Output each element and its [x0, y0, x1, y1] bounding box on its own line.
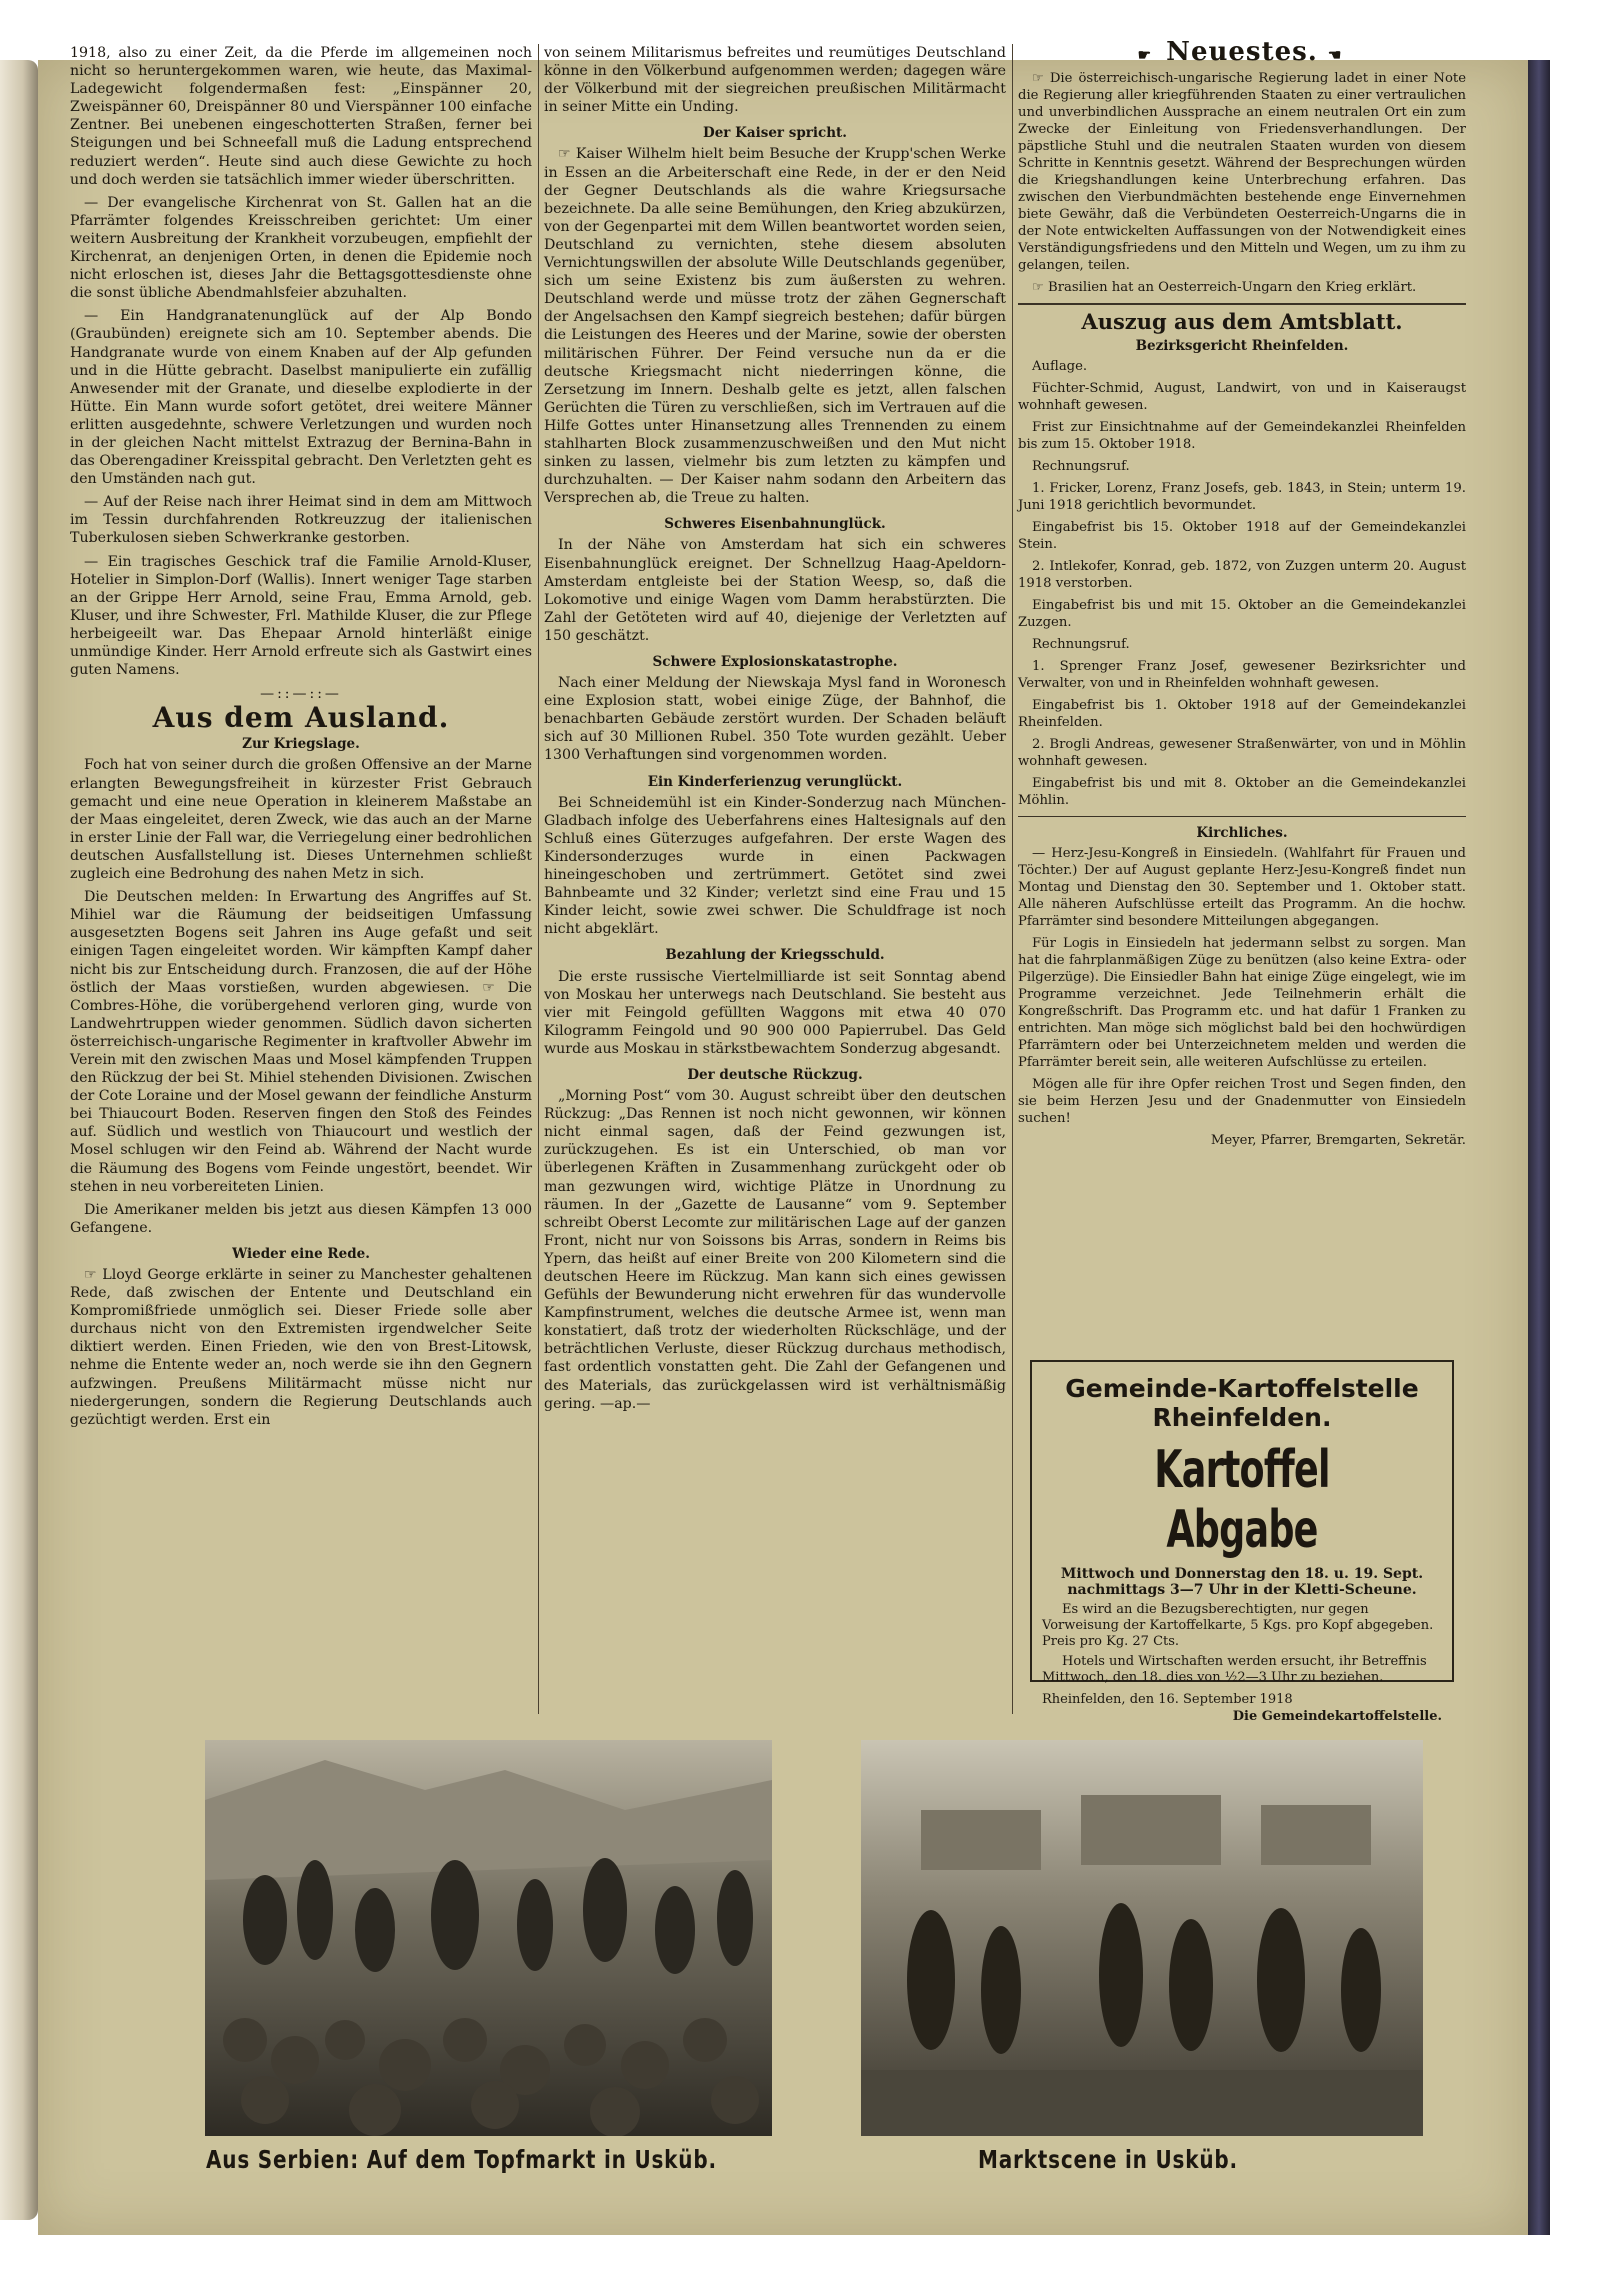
article-paragraph: Die Amerikaner melden bis jetzt aus diesen Kämpfen 13 000 Gefangene.	[70, 1201, 532, 1236]
book-left-edge	[0, 60, 38, 2220]
photo-caption-right: Marktscene in Usküb.	[978, 2145, 1238, 2174]
article-paragraph: Bei Schneidemühl ist ein Kinder-Sonderzug nach München-Gladbach infolge des Ueberfahrens eines Haltesignals auf den Schluß eines Güterzuges aufgefahren. Der erste Wagen des Kindersonderzuges wurde in einen Packwagen hineingeschoben und zertrümmert. Getötet sind zwei Bahnbeamte und 32 Kinder; verletzt sind eine Frau und 15 Kinder leicht, sowie zwei schwer. Die Schuldfrage ist noch nicht abgeklärt.	[544, 794, 1006, 938]
ad-title: Kartoffel Abgabe	[1154, 1440, 1330, 1560]
article-paragraph: — Auf der Reise nach ihrer Heimat sind in dem am Mittwoch im Tessin durchfahrenden Rotkreuzzug der italienischen Tuberkulosen sieben Schwerkranke gestorben.	[70, 494, 532, 547]
notice-line: 2. Intlekofer, Konrad, geb. 1872, von Zuzgen unterm 20. August 1918 verstorben.	[1018, 559, 1466, 591]
neuestes-title: Neuestes.	[1166, 37, 1318, 67]
pointing-hand-icon: ☚	[1327, 46, 1343, 64]
subheading: Zur Kriegslage.	[242, 736, 360, 753]
ad-text: Hotels und Wirtschaften werden ersucht, ihr Betreffnis Mittwoch, den 18. dies von ½2—3 Uhr zu beziehen.	[1042, 1654, 1427, 1685]
column-1	[70, 44, 532, 1434]
article-paragraph: Die erste russische Viertelmilliarde ist seit Sonntag abend von Moskau her unterwegs nach Deutschland. Sie besteht aus vier mit Feingold gefüllten Waggons mit etwa 40 070 Kilogramm Feingold und 90 900 000 Papierrubel. Das Geld wurde aus Moskau in stärkstbewachtem Sonderzug abgesandt.	[544, 968, 1006, 1057]
notice-line: Frist zur Einsichtnahme auf der Gemeindekanzlei Rheinfelden bis zum 15. Oktober 1918.	[1018, 420, 1466, 452]
article-paragraph: — Herz-Jesu-Kongreß in Einsiedeln. (Wahlfahrt für Frauen und Töchter.) Der auf August geplante Herz-Jesu-Kongreß findet nun Montag und Dienstag den 30. September und 1. Oktober statt. Alle näheren Aufschlüsse erteilt das Programm. An die hochw. Pfarrämter sind besondere Mitteilungen abgegangen.	[1018, 846, 1466, 929]
notice-line: 2. Brogli Andreas, gewesener Straßenwärter, von und in Möhlin wohnhaft gewesen.	[1018, 737, 1466, 769]
article-paragraph: — Ein Handgranatenunglück auf der Alp Bondo (Graubünden) ereignete sich am 10. September abends. Die Handgranate wurde von einem Knaben auf der Alp gefunden und in die Hütte gebracht. Daselbst manipulierte ein zufällig Anwesender mit der Granate, und dieselbe explodierte in der Hütte. Ein Mann wurde sofort getötet, drei weitere Männer erlitten ausgedehnte, schwere Verletzungen und wurden noch in der gleichen Nacht mittelst Extrazug der Bernina-Bahn in das Oberengadiner Kreisspital gebracht. Den Verletzten geht es den Umständen nach gut.	[70, 308, 532, 488]
ornament-divider: —::—::—	[260, 686, 342, 703]
article-paragraph: 1918, also zu einer Zeit, da die Pferde im allgemeinen noch nicht so heruntergekommen waren, wie heute, das Maximal-Ladegewicht folgendermaßen fest: „Einspänner 20, Zweispänner 60, Dreispänner 80 und Vierspänner 100 einfache Zentner. Bei unebenen eingeschotterten Straßen, ferner bei Steigungen und bei Schneefall muß die Ladung entsprechend reduziert werden“. Heute sind auch diese Gewichte zu hoch und doch werden sie tatsächlich immer wieder überschritten.	[70, 45, 532, 188]
notice-line: 1. Sprenger Franz Josef, gewesener Bezirksrichter und Verwalter, von und in Rheinfelden wohnhaft gewesen.	[1018, 659, 1466, 691]
signature: Meyer, Pfarrer, Bremgarten, Sekretär.	[1210, 1133, 1466, 1148]
section-heading: Aus dem Ausland.	[152, 701, 450, 735]
subheading: Schwere Explosionskatastrophe.	[652, 654, 898, 670]
ad-text: Es wird an die Bezugsberechtigten, nur gegen Vorweisung der Kartoffelkarte, 5 Kgs. pro Kopf abgegeben. Preis pro Kg. 27 Cts.	[1042, 1602, 1434, 1649]
notice-line: Eingabefrist bis 15. Oktober 1918 auf der Gemeindekanzlei Stein.	[1018, 520, 1466, 552]
article-paragraph: ☞ Lloyd George erklärte in seiner zu Manchester gehaltenen Rede, daß zwischen der Entente und Deutschland ein Kompromißfriede unmöglich sei. Dieser Friede solle aber durchaus nicht von den Extremisten irgendwelcher Seite diktiert werden. Einen Frieden, wie den von Brest-Litowsk, nehme die Entente weder an, noch werde sie ihn den Gegnern aufzwingen. Preußens Militärmacht müsse nicht nur niedergerungen, sondern die Regierung Deutschlands auch gezüchtigt werden. Erst ein	[70, 1267, 532, 1428]
subheading: Der Kaiser spricht.	[703, 125, 847, 142]
article-paragraph: Foch hat von seiner durch die großen Offensive an der Marne erlangten Bewegungsfreiheit in kürzester Frist Gebrauch gemacht und eine neue Operation in kleinerem Maßstabe an der Maas eingeleitet, deren Zweck, wie das auch an der Marne in erster Linie der Fall war, die Verriegelung einer bedrohlichen deutschen Ausfallstellung ist. Dieses Unternehmen schließt zugleich eine Bedrohung des nahen Metz in sich.	[70, 757, 532, 883]
subheading: Schweres Eisenbahnunglück.	[664, 516, 886, 533]
amtsblatt-heading: Auszug aus dem Amtsblatt.	[1081, 309, 1403, 334]
kartoffel-advertisement	[1030, 1360, 1454, 1724]
ad-heading: Gemeinde-Kartoffelstelle	[1065, 1374, 1419, 1403]
notice-line: 1. Fricker, Lorenz, Franz Josefs, geb. 1843, in Stein; unterm 19. Juni 1918 gerichtlich bevormundet.	[1018, 481, 1466, 513]
article-paragraph: von seinem Militarismus befreites und reumütiges Deutschland könne in den Völkerbund aufgenommen werden; dagegen wäre der Völkerbund mit der siegreichen preußischen Militärmacht in seiner Mitte ein Unding.	[544, 45, 1006, 116]
subheading: Bezahlung der Kriegsschuld.	[665, 947, 885, 964]
column-3	[1018, 37, 1466, 1154]
neuestes-heading	[1018, 37, 1466, 67]
subheading: Kirchliches.	[1196, 825, 1288, 841]
photo-caption-left: Aus Serbien: Auf dem Topfmarkt in Usküb.	[206, 2145, 717, 2174]
notice-line: Rechnungsruf.	[1032, 459, 1130, 474]
photo-marktscene	[861, 1740, 1423, 2136]
ad-signature: Die Gemeindekartoffelstelle.	[1232, 1709, 1442, 1724]
article-paragraph: — Ein tragisches Geschick traf die Familie Arnold-Kluser, Hotelier in Simplon-Dorf (Wallis). Innert weniger Tage starben an der Grippe Herr Arnold, seine Frau, Emma Arnold, geb. Kluser, und ihre Schwester, Frl. Mathilde Kluser, die zur Pflege herbeigeeilt war. Das Ehepaar Arnold hinterläßt einige unmündige Kinder. Herr Arnold erfreute sich als Gastwirt eines guten Namens.	[70, 553, 532, 679]
notice-line: Eingabefrist bis und mit 8. Oktober an die Gemeindekanzlei Möhlin.	[1018, 776, 1466, 808]
article-paragraph: Für Logis in Einsiedeln hat jedermann selbst zu sorgen. Man hat die fahrplanmäßigen Züge zu benützen (also keine Extra- oder Pilgerzüge). Die Einsiedler Bahn hat einige Züge eingelegt, wie im Programme verzeichnet. Jede Teilnehmerin erhält die Kongreßschrift. Das Programm etc. und hat dafür 1 Franken zu entrichten. Man möge sich möglichst bald bei den hochwürdigen Pfarrämtern oder bei Unterzeichnetem melden und werden die Pfarrämter bereit sein, alle weiteren Aufschlüsse zu erteilen.	[1018, 936, 1466, 1070]
article-paragraph: — Der evangelische Kirchenrat von St. Gallen hat an die Pfarrämter folgendes Kreisschreiben gerichtet: Um einer weitern Ausbreitung der Krankheit vorzubeugen, empfiehlt der Kirchenrat, an denjenigen Orten, in denen die Epidemie noch nicht erloschen ist, dieses Jahr die Bettagsgottesdienste ohne die sonst übliche Abendmahlsfeier abzuhalten.	[70, 194, 532, 302]
notice-line: Eingabefrist bis 1. Oktober 1918 auf der Gemeindekanzlei Rheinfelden.	[1018, 698, 1466, 730]
column-rule	[538, 44, 539, 1714]
subheading: Der deutsche Rückzug.	[687, 1066, 863, 1083]
notice-line: Auflage.	[1032, 359, 1088, 374]
article-paragraph: Nach einer Meldung der Niewskaja Mysl fand in Woronesch eine Explosion statt, wobei einige Züge, der Bahnhof, die benachbarten Gebäude zerstört wurden. Der Schaden beläuft sich auf 30 Millionen Rubel. 350 Tote wurden gezählt. Ueber 1300 Verhaftungen sind vorgenommen worden.	[544, 675, 1006, 764]
section-rule	[1018, 303, 1466, 305]
ad-heading-town: Rheinfelden.	[1152, 1403, 1332, 1432]
book-spine	[1528, 60, 1550, 2235]
article-paragraph: ☞ Die österreichisch-ungarische Regierung ladet in einer Note die Regierung aller kriegführenden Staaten zu einer vertraulichen und unverbindlichen Aussprache an einem neutralen Ort ein zum Zwecke der Einleitung von Friedensverhandlungen. Der päpstliche Stuhl und die neutralen Staaten wurden von diesem Schritte in Kenntnis gesetzt. Während der Besprechungen würden die Kriegshandlungen keine Unterbrechung erfahren. Das zwischen den Vierbundmächten bestehende enge Einvernehmen biete Gewähr, daß die Verbündeten Oesterreich-Ungarns die in der Note entwickelten Auffassungen von der Notwendigkeit eines Verständigungsfriedens und den Mitteln und Wegen, um zu ihm zu gelangen, teilen.	[1018, 71, 1466, 273]
article-paragraph: Mögen alle für ihre Opfer reichen Trost und Segen finden, den sie beim Herzen Jesu und der Gnadenmutter von Einsiedeln suchen!	[1018, 1077, 1466, 1126]
photo-topfmarkt	[205, 1740, 772, 2136]
column-rule	[1012, 44, 1013, 1714]
pointing-hand-icon: ☛	[1137, 46, 1153, 64]
article-paragraph: In der Nähe von Amsterdam hat sich ein schweres Eisenbahnunglück ereignet. Der Schnellzug Haag-Apeldorn-Amsterdam entgleiste bei der Station Weesp, so, daß die Lokomotive und einige Wagen vom Damm herabstürzten. Die Zahl der Getöteten wird auf 40, diejenige der Verletzten auf 150 geschätzt.	[544, 537, 1006, 644]
subheading: Wieder eine Rede.	[232, 1245, 370, 1262]
article-paragraph: ☞ Kaiser Wilhelm hielt beim Besuche der Krupp'schen Werke in Essen an die Arbeiterschaft eine Rede, in der er den Neid der Gegner Deutschlands als die wahre Kriegsursache bezeichnete. Da alle seine Bemühungen, den Krieg abzukürzen, von der Gegenpartei mit dem Willen beantwortet worden seien, Deutschland zu vernichten, stehe diesem absoluten Vernichtungswillen der absolute Wille Deutschlands gegenüber, sich um seine Existenz bis zum äußersten zu wehren. Deutschland werde und müsse trotz der zähen Gegnerschaft der Angelsachsen den Kampf siegreich bestehen; dafür bürgen die Leistungen des Heeres und der Marine, sowie der obersten militärischen Führer. Der Feind versuche nun da er die deutsche Kriegsmacht nicht niederringen könne, die Zersetzung im Innern. Deshalb gelte es jetzt, allen falschen Gerüchten die Türen zu verschließen, sich im Vertrauen auf die Hilfe Gottes unter Hinansetzung alles Trennenden zu einem stahlharten Block zusammenzuschweißen und den Mut nicht sinken zu lassen, vielmehr bis zum letzten zu kämpfen und durchzuhalten. — Der Kaiser nahm sodann den Arbeitern das Versprechen ab, die Treue zu halten.	[544, 146, 1006, 507]
article-paragraph: ☞ Brasilien hat an Oesterreich-Ungarn den Krieg erklärt.	[1032, 280, 1417, 295]
ad-time-line: nachmittags 3—7 Uhr in der Kletti-Scheune.	[1067, 1582, 1417, 1598]
notice-line: Füchter-Schmid, August, Landwirt, von und in Kaiseraugst wohnhaft gewesen.	[1018, 381, 1466, 413]
notice-line: Rechnungsruf.	[1032, 637, 1130, 652]
subheading: Ein Kinderferienzug verunglückt.	[647, 773, 903, 790]
notice-line: Eingabefrist bis und mit 15. Oktober an die Gemeindekanzlei Zuzgen.	[1018, 598, 1466, 630]
subheading: Bezirksgericht Rheinfelden.	[1135, 338, 1349, 354]
column-2	[544, 44, 1006, 1418]
article-paragraph: Die Deutschen melden: In Erwartung des Angriffes auf St. Mihiel war die Räumung der beidseitigen Umfassung ausgesetzten Bogens seit Jahren ins Auge gefaßt und seit einigen Tagen eingeleitet worden. Wir kämpften Kampf daher nicht bis zur Entscheidung durch. Franzosen, die auf der Höhe östlich der Maas vorstießen, wurden abgewiesen. ☞ Die Combres-Höhe, die vorübergehend verloren ging, wurde von Landwehrtruppen wieder genommen. Südlich davon sicherten österreichisch-ungarische Regimenter in kraftvoller Abwehr im Verein mit den zwischen Maas und Mosel kämpfenden Truppen den Rückzug der bei St. Mihiel stehenden Divisionen. Zwischen der Cote Loraine und der Mosel gewann der feindliche Ansturm bei Thiaucourt Boden. Reserven fingen den Stoß des Feindes auf. Südlich und westlich von Thiaucourt und westlich der Mosel schlugen wir den Feind ab. Während der Nacht wurde die Räumung des Bogens vom Feinde ungestört, beendet. Wir stehen in neu vorbereiteten Linien.	[70, 889, 532, 1195]
article-paragraph: „Morning Post“ vom 30. August schreibt über den deutschen Rückzug: „Das Rennen ist noch nicht gewonnen, wir können nicht einmal sagen, daß der Feind gezwungen ist, zurückzugehen. Es ist ein Unterschied, ob man vor überlegenen Kräften in Zusammenhang zurückgeht oder ob man gezwungen wird, wichtige Plätze in Unordnung zu räumen. In der „Gazette de Lausanne“ vom 9. September schreibt Oberst Lecomte zur militärischen Lage auf der ganzen Front, nicht nur von Soissons bis Arras, sondern in Reims bis Ypern, das heißt auf einer Breite von 200 Kilometern sind die deutschen Heere im Rückzug. Man kann sich eines gewissen Gefühls der Bewunderung nicht erwehren für das wundervolle Kampfinstrument, welches die deutsche Armee ist, wenn man konstatiert, daß trotz der wiederholten Rückschläge, und der beträchtlichen Verluste, dieser Rückzug durchaus methodisch, fast ordentlich vonstatten geht. Die Zahl der Gefangenen und des Materials, das zurückgelassen wird ist verhältnismäßig gering. —ap.—	[544, 1088, 1006, 1412]
ad-date-line: Mittwoch und Donnerstag den 18. u. 19. Sept.	[1060, 1566, 1424, 1582]
ad-date: Rheinfelden, den 16. September 1918	[1042, 1692, 1293, 1707]
section-rule	[1018, 816, 1466, 817]
